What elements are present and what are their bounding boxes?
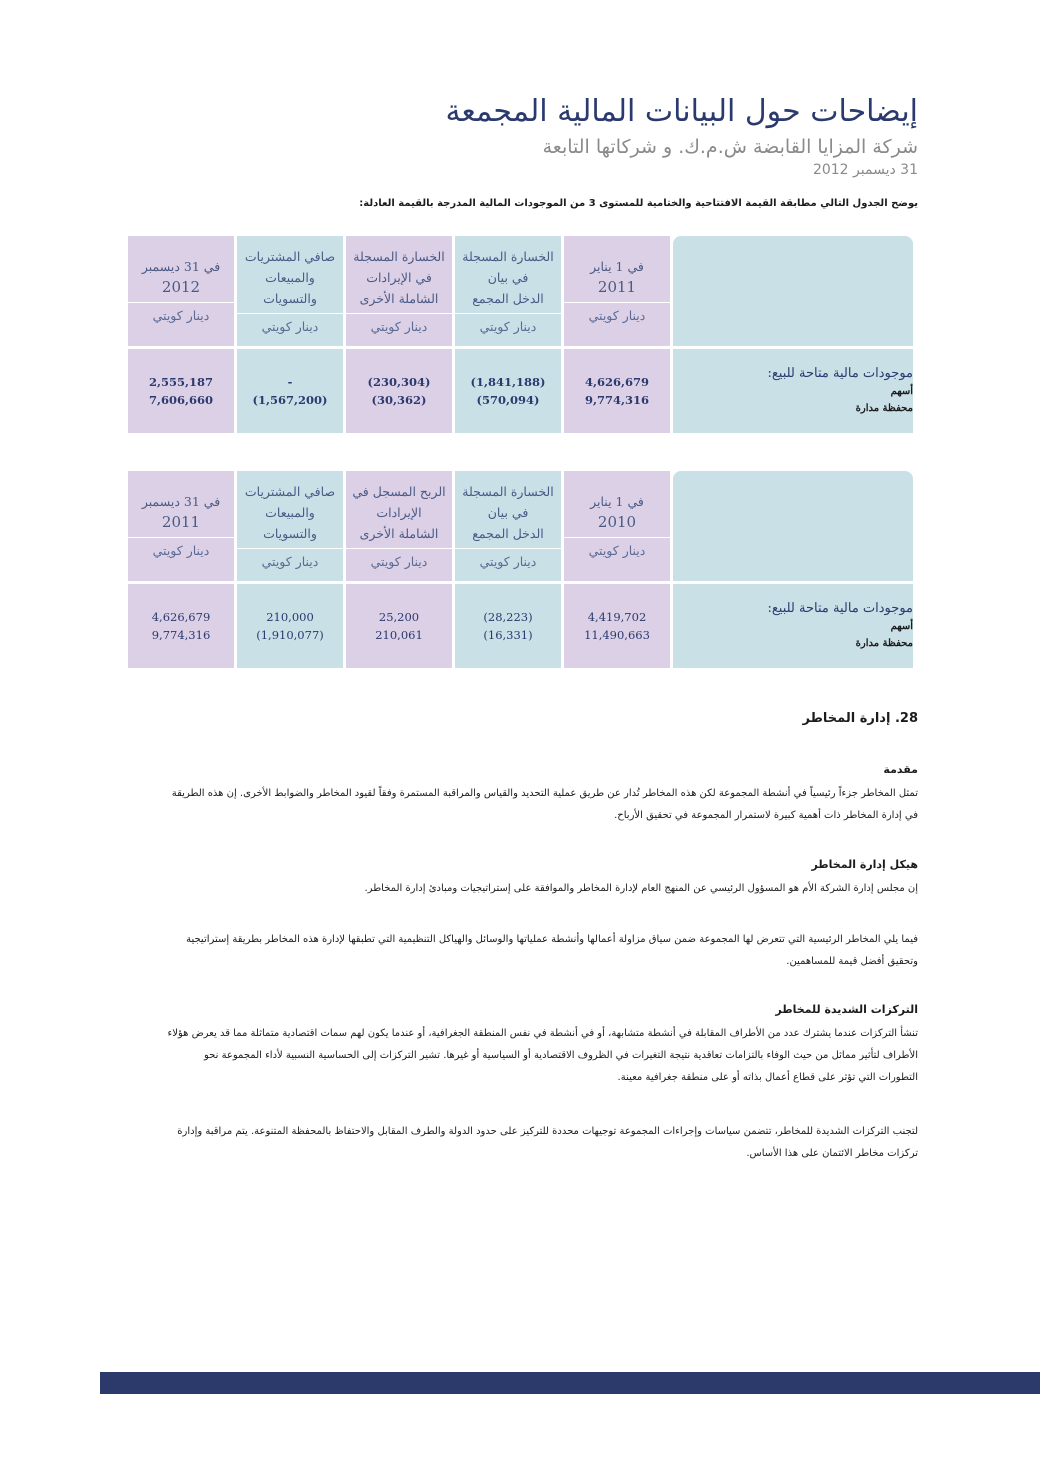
table-cell: 2,555,187 7,606,660 (128, 349, 234, 433)
page-header (218, 92, 918, 180)
concentration-heading: التركزات الشديدة للمخاطر (775, 1003, 918, 1016)
page-title: إيضاحات حول البيانات المالية المجمعة (445, 94, 918, 129)
structure-heading: هيكل إدارة المخاطر (811, 858, 918, 871)
row-label: موجودات مالية متاحة للبيع: أسهم محفظة مدارة (673, 349, 913, 433)
row-label-header (673, 236, 913, 346)
column-header: الربح المسجل في الإيرادات الشاملة الأخرى دينار كويتي (346, 471, 452, 581)
table-cell: 4,626,679 9,774,316 (564, 349, 670, 433)
company-name: شركة المزايا القابضة ش.م.ك. و شركاتها التابعة (542, 136, 918, 158)
table-cell: (1,841,188) (570,094) (455, 349, 561, 433)
column-header: الخسارة المسجلة في بيان الدخل المجمع دينار كويتي (455, 471, 561, 581)
avoid-concentration-paragraph: لتجنب التركزات الشديدة للمخاطر، تتضمن سياسات وإجراءات المجموعة توجيهات محددة للتركيز على حدود الدولة والطرف المقابل والاحتفاظ بالمحفظة المتنوعة. يتم مراقبة وإدارة تركزات مخاطر الائتمان على هذا الأساس. (177, 1126, 918, 1159)
table-cell: (28,223) (16,331) (455, 584, 561, 668)
footer-bar (100, 1372, 1040, 1394)
row-label: موجودات مالية متاحة للبيع: أسهم محفظة مدارة (673, 584, 913, 668)
main-risks-paragraph: فيما يلي المخاطر الرئيسية التي تتعرض لها المجموعة ضمن سياق مزاولة أعمالها وأنشطة عملياتها والوسائل والهياكل التنظيمية التي تطبقها لإدارة هذه المخاطر بطريقة إستراتيجية وتحقيق أفضل قيمة للمساهمين. (186, 934, 918, 967)
table-cell: (230,304) (30,362) (346, 349, 452, 433)
column-header: الخسارة المسجلة في بيان الدخل المجمع دينار كويتي (455, 236, 561, 346)
intro-heading: مقدمة (883, 763, 918, 776)
column-header: في 1 يناير 2010 دينار كويتي (564, 471, 670, 581)
concentration-paragraph: تنشأ التركزات عندما يشترك عدد من الأطراف المقابلة في أنشطة متشابهة، أو في أنشطة في نفس المنطقة الجغرافية، أو عندما يكون لهم سمات اقتصادية متماثلة مما قد يعرض هؤلاء الأطراف لتأثير مماثل من حيث الوفاء بالتزامات تعاقدية نتيجة التغيرات في الظروف الاقتصادية أو السياسية أو غيرها. تشير التركزات إلى الحساسية النسبية لأداء المجموعة نحو التطورات التي تؤثر على قطاع أعمال بذاته أو على منطقة جغرافية معينة. (167, 1028, 918, 1083)
table-cell: - (1,567,200) (237, 349, 343, 433)
structure-paragraph: إن مجلس إدارة الشركة الأم هو المسؤول الرئيسي عن المنهج العام لإدارة المخاطر والموافقة على إستراتيجيات ومبادئ إدارة المخاطر. (364, 883, 918, 894)
column-header: في 31 ديسمبر 2012 دينار كويتي (128, 236, 234, 346)
column-header: في 31 ديسمبر 2011 دينار كويتي (128, 471, 234, 581)
table-cell: 210,000 (1,910,077) (237, 584, 343, 668)
section-heading-risk-management: 28. إدارة المخاطر (802, 711, 918, 726)
report-date: 31 ديسمبر 2012 (812, 162, 918, 178)
column-header: في 1 يناير 2011 دينار كويتي (564, 236, 670, 346)
row-label-header (673, 471, 913, 581)
table-intro: يوضح الجدول التالي مطابقة القيمة الافتتاحية والختامية للمستوى 3 من الموجودات المالية المدرجة بالقيمة العادلة: (359, 198, 918, 209)
table-cell: 4,626,679 9,774,316 (128, 584, 234, 668)
column-header: صافي المشتريات والمبيعات والتسويات دينار كويتي (237, 471, 343, 581)
table-cell: 4,419,702 11,490,663 (564, 584, 670, 668)
table-cell: 25,200 210,061 (346, 584, 452, 668)
column-header: صافي المشتريات والمبيعات والتسويات دينار كويتي (237, 236, 343, 346)
level3-reconciliation-table-2011 (125, 471, 916, 668)
intro-paragraph: تمثل المخاطر جزءاً رئيسياً في أنشطة المجموعة لكن هذه المخاطر تُدار عن طريق عملية التحديد والقياس والمراقبة المستمرة وفقاً لقيود المخاطر والضوابط الأخرى. إن هذه الطريقة في إدارة المخاطر ذات أهمية كبيرة لاستمرار المجموعة في تحقيق الأرباح. (171, 788, 918, 821)
level3-reconciliation-table-2012 (125, 236, 916, 433)
column-header: الخسارة المسجلة في الإيرادات الشاملة الأخرى دينار كويتي (346, 236, 452, 346)
